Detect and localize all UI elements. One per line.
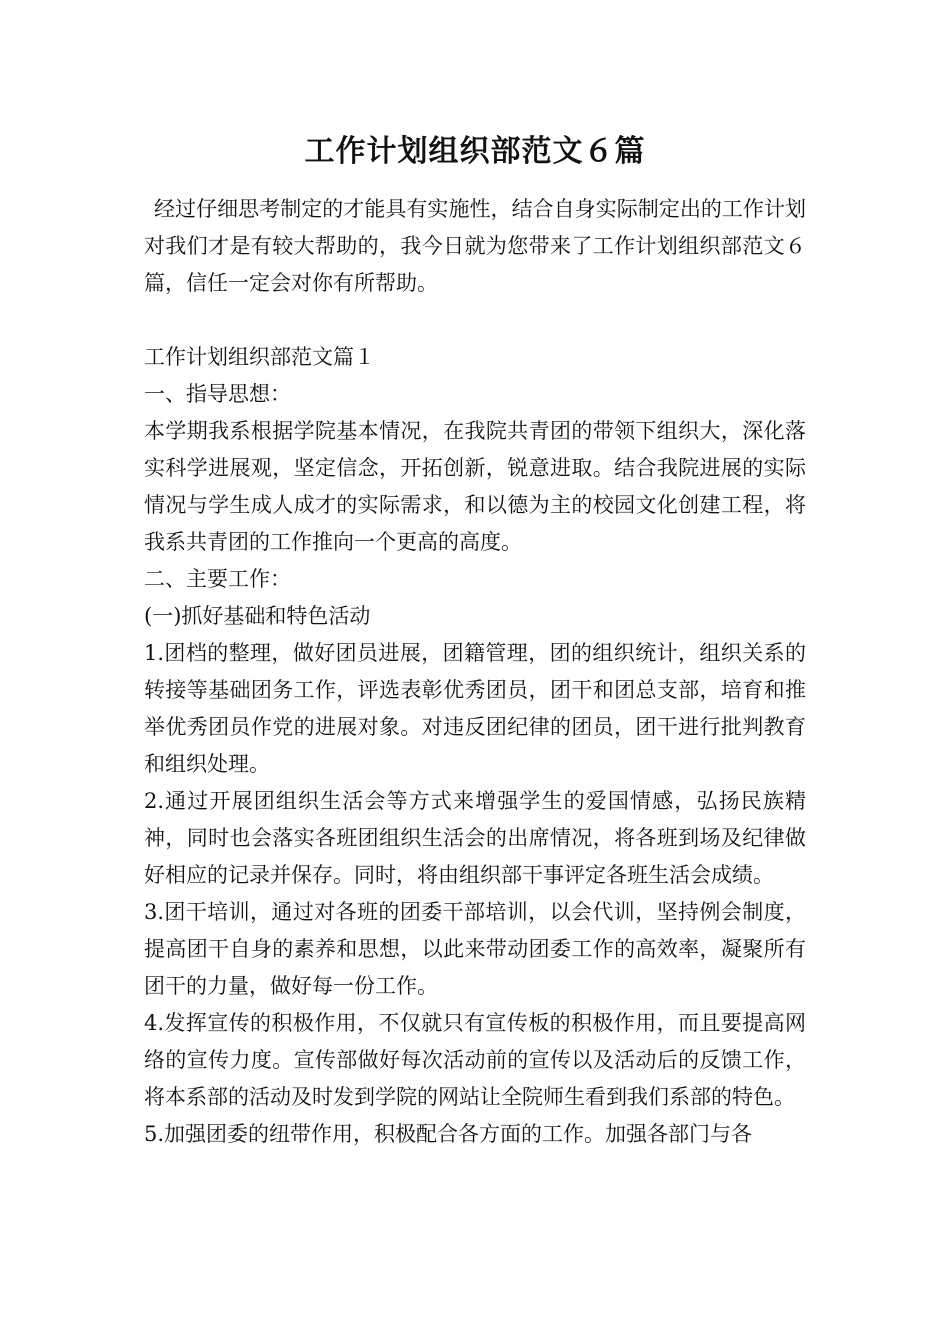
subheading-main-work: 二、主要工作： [144,567,291,591]
list-item: 2.通过开展团组织生活会等方式来增强学生的爱国情感，弘扬民族精神，同时也会落实各班团组织生活会的出席情况，将各班到场及纪律做好相应的记录并保存。同时，将由组织部干事评定各班生活会成绩。 [144,789,806,887]
document-title: 工作计划组织部范文６篇 [304,134,646,169]
intro-paragraph: 经过仔细思考制定的才能具有实施性，结合自身实际制定出的工作计划对我们才是有较大帮助的，我今日就为您带来了工作计划组织部范文６篇，信任一定会对你有所帮助。 [144,197,806,295]
subheading-guiding-thought: 一、指导思想： [144,382,291,406]
section-heading: 工作计划组织部范文篇１ [144,345,375,369]
document-body [144,191,806,1153]
list-item: 4.发挥宣传的积极作用，不仅就只有宣传板的积极作用，而且要提高网络的宣传力度。宣传部做好每次活动前的宣传以及活动后的反馈工作，将本系部的活动及时发到学院的网站让全院师生看到我们系部的特色。 [144,1011,806,1109]
list-item: 1.团档的整理，做好团员进展，团籍管理，团的组织统计，组织关系的转接等基础团务工作，评选表彰优秀团员，团干和团总支部，培育和推举优秀团员作党的进展对象。对违反团纪律的团员，团干进行批判教育和组织处理。 [144,641,806,776]
subheading-basic-activities: (一)抓好基础和特色活动 [144,604,371,628]
paragraph: 本学期我系根据学院基本情况，在我院共青团的带领下组织大，深化落实科学进展观，坚定信念，开拓创新，锐意进取。结合我院进展的实际情况与学生成人成才的实际需求，和以德为主的校园文化创建工程，将我系共青团的工作推向一个更高的高度。 [144,419,806,554]
list-item: 5.加强团委的纽带作用，积极配合各方面的工作。加强各部门与各 [144,1122,753,1146]
list-item: 3.团干培训，通过对各班的团委干部培训，以会代训，坚持例会制度，提高团干自身的素养和思想，以此来带动团委工作的高效率，凝聚所有团干的力量，做好每一份工作。 [144,900,806,998]
